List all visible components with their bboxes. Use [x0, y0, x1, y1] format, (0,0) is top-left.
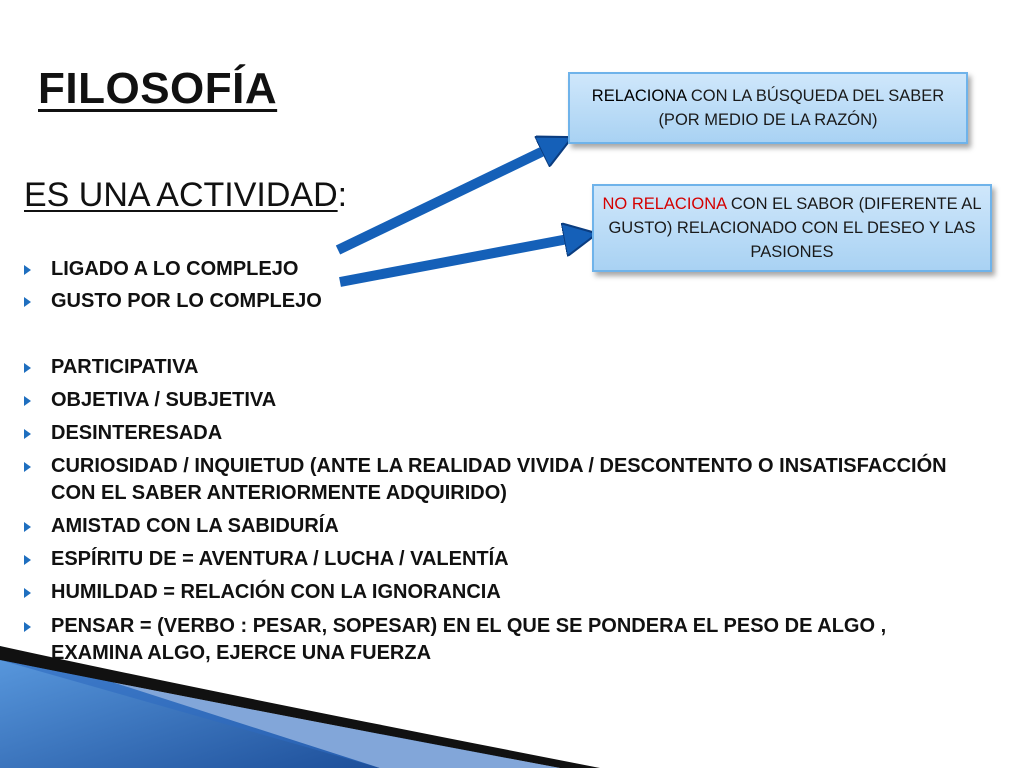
- list-item-text: PARTICIPATIVA: [51, 356, 199, 378]
- list-item-text: LIGADO A LO COMPLEJO: [51, 258, 299, 280]
- bullet-arrow-icon: [24, 429, 31, 439]
- list-item-text: DESINTERESADA: [51, 422, 223, 444]
- callout-highlight: RELACIONA: [591, 87, 687, 105]
- bullet-arrow-icon: [24, 297, 31, 307]
- list-item-text: OBJETIVA / SUBJETIVA: [51, 389, 277, 411]
- bullet-arrow-icon: [24, 622, 31, 632]
- list-item-text: CURIOSIDAD / INQUIETUD (ANTE LA REALIDAD VIVIDA / DESCONTENTO O INSATISFACCIÓN CON EL SABER ANTERIORMENTE ADQUIRIDO): [51, 455, 947, 504]
- list-item: [24, 546, 974, 573]
- section-heading-text: ES UNA ACTIVIDAD: [24, 176, 338, 214]
- section-heading-colon: :: [337, 176, 348, 214]
- bullet-arrow-icon: [24, 462, 31, 472]
- page-title: FILOSOFÍA: [38, 64, 278, 113]
- list-item-text: GUSTO POR LO COMPLEJO: [51, 290, 322, 312]
- list-item: [24, 288, 974, 315]
- list-item: [24, 354, 974, 381]
- callout-box-reason: [568, 72, 968, 144]
- bullet-arrow-icon: [24, 522, 31, 532]
- list-item: [24, 387, 974, 414]
- callout-box-taste: [592, 184, 992, 272]
- bullet-arrow-icon: [24, 396, 31, 406]
- bullet-arrow-icon: [24, 363, 31, 373]
- bullet-arrow-icon: [24, 588, 31, 598]
- list-item: [24, 453, 974, 507]
- list-item: [24, 513, 974, 540]
- callout-text: CON EL SABOR (DIFERENTE AL GUSTO) RELACIONADO CON EL DESEO Y LAS PASIONES: [608, 195, 982, 261]
- list-item-text: AMISTAD CON LA SABIDURÍA: [51, 515, 339, 537]
- bullet-arrow-icon: [24, 555, 31, 565]
- callout-highlight: NO RELACIONA: [602, 195, 727, 213]
- arrow-to-box1: [338, 143, 560, 250]
- list-item-text: HUMILDAD = RELACIÓN CON LA IGNORANCIA: [51, 581, 501, 603]
- callout-text: CON LA BÚSQUEDA DEL SABER (POR MEDIO DE LA RAZÓN): [658, 87, 945, 129]
- list-item-text: PENSAR = (VERBO : PESAR, SOPESAR) EN EL QUE SE PONDERA EL PESO DE ALGO , EXAMINA ALGO, EJERCE UNA FUERZA: [51, 615, 887, 664]
- list-item: [24, 613, 974, 667]
- list-item: [24, 420, 974, 447]
- list-item: [24, 579, 974, 606]
- section-heading: [24, 176, 347, 215]
- list-item-text: ESPÍRITU DE = AVENTURA / LUCHA / VALENTÍA: [51, 548, 509, 570]
- bullet-arrow-icon: [24, 265, 31, 275]
